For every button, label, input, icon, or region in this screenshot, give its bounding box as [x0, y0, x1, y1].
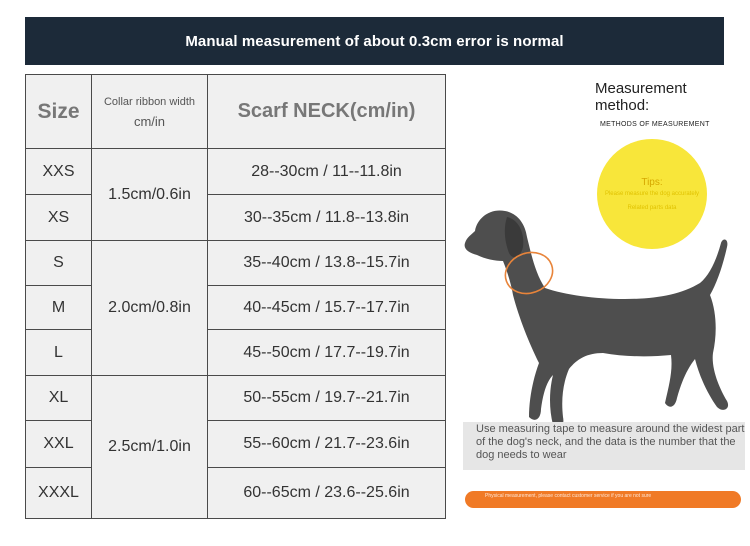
header-neck: Scarf NECK(cm/in) [208, 75, 446, 149]
neck-cell: 45--50cm / 17.7--19.7in [208, 330, 446, 376]
tips-title: Tips: [641, 177, 663, 188]
header-ribbon-unit: cm/in [133, 113, 166, 129]
measurement-title-line1: Measurement [595, 80, 687, 97]
neck-cell: 28--30cm / 11--11.8in [208, 149, 446, 195]
header-ribbon-title: Collar ribbon width [103, 95, 196, 108]
measurement-subtitle: METHODS OF MEASUREMENT [600, 121, 710, 128]
table-row [26, 149, 446, 195]
table-row [26, 376, 446, 421]
size-cell: XXXL [26, 468, 92, 519]
instruction-text: Use measuring tape to measure around the widest part of the dog's neck, and the data is the number that the dog needs to wear [463, 422, 745, 470]
table-row [26, 195, 446, 241]
size-cell: XXS [26, 149, 92, 195]
size-cell: M [26, 286, 92, 330]
size-chart-table [25, 74, 446, 519]
size-cell: L [26, 330, 92, 376]
size-cell: XXL [26, 421, 92, 468]
measurement-title-line2: method: [595, 97, 650, 114]
size-cell: S [26, 241, 92, 286]
header-size: Size [26, 75, 92, 149]
neck-cell: 60--65cm / 23.6--25.6in [208, 468, 446, 519]
neck-cell: 35--40cm / 13.8--15.7in [208, 241, 446, 286]
ribbon-cell: 2.5cm/1.0in [92, 376, 208, 519]
footer-notice-bar: Physical measurement, please contact customer service if you are not sure [465, 491, 741, 508]
measurement-panel [455, 70, 750, 520]
tips-line-2: Related parts data [627, 205, 677, 211]
table-row [26, 421, 446, 468]
measurement-title [595, 80, 687, 114]
table-row [26, 241, 446, 286]
neck-cell: 40--45cm / 15.7--17.7in [208, 286, 446, 330]
tips-line-1: Please measure the dog accurately [604, 191, 700, 197]
neck-cell: 55--60cm / 21.7--23.6in [208, 421, 446, 468]
size-cell: XS [26, 195, 92, 241]
header-ribbon [92, 75, 208, 149]
table-row [26, 286, 446, 330]
ribbon-cell: 1.5cm/0.6in [92, 149, 208, 241]
table-header-row [26, 75, 446, 149]
table-row [26, 468, 446, 519]
table-row [26, 330, 446, 376]
header-banner [25, 17, 724, 65]
banner-text: Manual measurement of about 0.3cm error is normal [185, 32, 564, 50]
size-cell: XL [26, 376, 92, 421]
neck-cell: 30--35cm / 11.8--13.8in [208, 195, 446, 241]
neck-cell: 50--55cm / 19.7--21.7in [208, 376, 446, 421]
ribbon-cell: 2.0cm/0.8in [92, 241, 208, 376]
